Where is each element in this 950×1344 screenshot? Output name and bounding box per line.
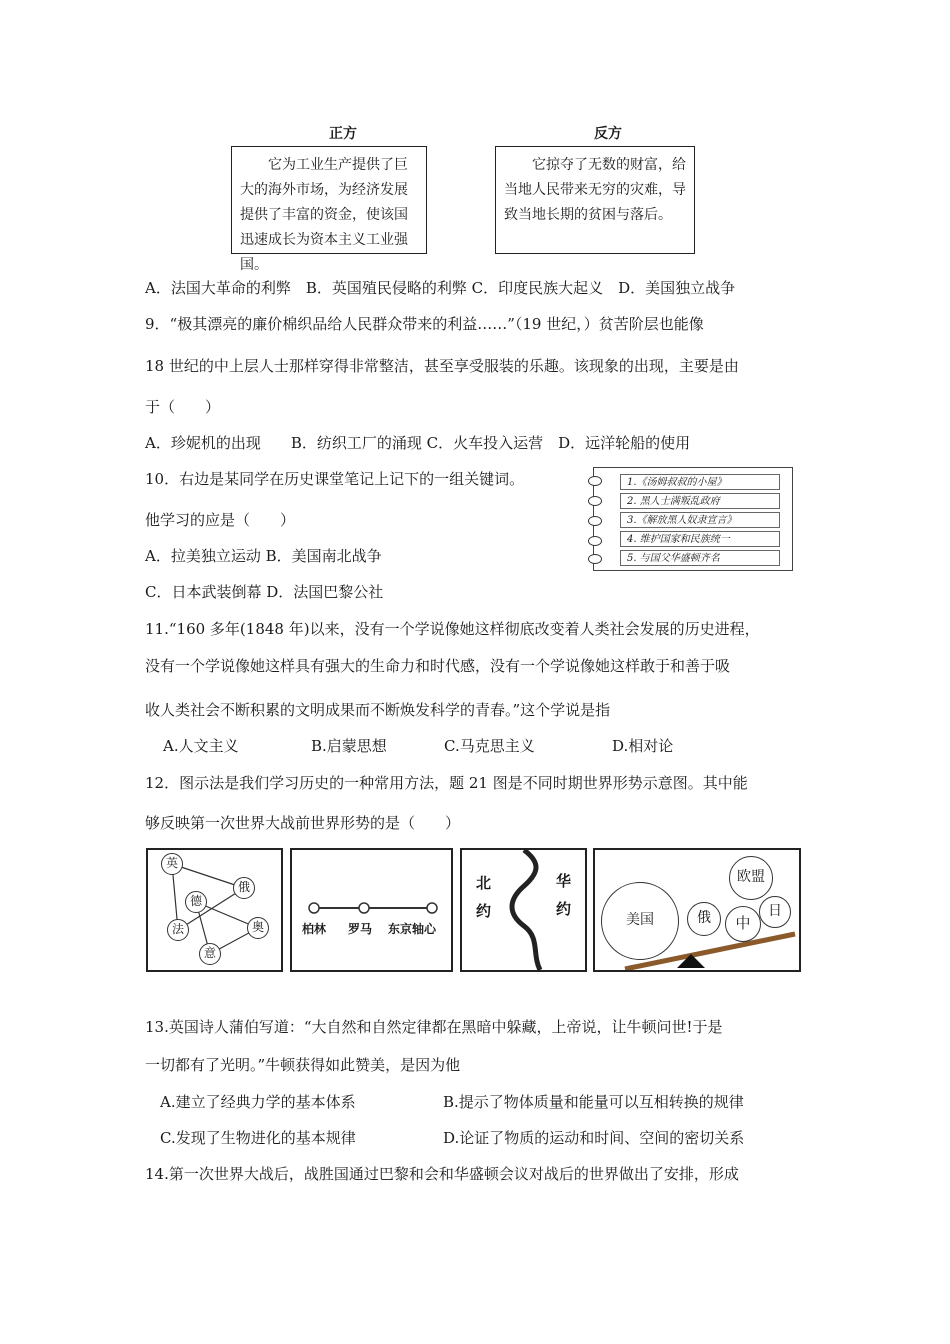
axis-line	[292, 850, 451, 970]
q10-options1: A．拉美独立运动 B．美国南北战争	[145, 547, 382, 565]
figure-multipolar	[593, 848, 801, 972]
q11-option-b: B.启蒙思想	[311, 737, 387, 755]
pro-text: 它为工业生产提供了巨大的海外市场，为经济发展提供了丰富的资金，使该国迅速成长为资本主义工业强国。	[240, 157, 408, 273]
label-rome: 罗马	[348, 922, 373, 936]
note-line: 1.《汤姆叔叔的小屋》	[620, 474, 780, 490]
ring-icon	[588, 516, 602, 526]
note-line: 5. 与国父华盛顿齐名	[620, 550, 780, 566]
label-tokyo-axis: 东京轴心	[388, 922, 437, 936]
label-warsaw-2: 约	[556, 900, 572, 918]
q11-option-d: D.相对论	[612, 737, 674, 755]
label-nato-1: 北	[476, 874, 492, 892]
q11-option-a: A.人文主义	[163, 737, 239, 755]
notebook-figure	[593, 467, 793, 571]
figure-axis	[290, 848, 453, 972]
note-line: 2. 黑人士满叛乱政府	[620, 493, 780, 509]
q11-line2: 没有一个学说像她这样具有强大的生命力和时代感，没有一个学说像她这样敢于和善于吸	[145, 657, 731, 675]
node-italy: 意	[199, 943, 221, 965]
q13-option-c: C.发现了生物进化的基本规律	[160, 1129, 356, 1147]
label-nato-2: 约	[476, 902, 492, 920]
circle-japan: 日	[759, 896, 791, 928]
q12-line2: 够反映第一次世界大战前世界形势的是（ ）	[145, 814, 461, 832]
q14-line1: 14.第一次世界大战后，战胜国通过巴黎和会和华盛顿会议对战后的世界做出了安排，形成	[145, 1165, 739, 1183]
q13-line2: 一切都有了光明。”牛顿获得如此赞美，是因为他	[145, 1056, 461, 1074]
circle-eu: 欧盟	[729, 856, 773, 900]
note-line: 4. 维护国家和民族统一	[620, 531, 780, 547]
q10-line2: 他学习的应是（ ）	[145, 511, 296, 529]
q9-options: A．珍妮机的出现 B．纺织工厂的涌现 C．火车投入运营 D．远洋轮船的使用	[145, 434, 691, 452]
node-germany: 德	[185, 891, 207, 913]
q13-line1: 13.英国诗人蒲伯写道：“大自然和自然定律都在黑暗中躲藏，上帝说，让牛顿问世!于是	[145, 1018, 723, 1036]
q13-option-d: D.论证了物质的运动和时间、空间的密切关系	[443, 1129, 745, 1147]
q12-line1: 12．图示法是我们学习历史的一种常用方法，题 21 图是不同时期世界形势示意图。其中能	[145, 774, 748, 792]
label-warsaw-1: 华	[556, 872, 572, 890]
ring-icon	[588, 554, 602, 564]
pro-box	[231, 146, 427, 273]
figure-alliances	[146, 848, 283, 972]
q9-line3: 于（ ）	[145, 398, 221, 416]
note-line: 3.《解放黑人奴隶宣言》	[620, 512, 780, 528]
node-russia: 俄	[233, 877, 255, 899]
q11-line3: 收人类社会不断积累的文明成果而不断焕发科学的青春。”这个学说是指	[145, 701, 611, 719]
con-text: 它掠夺了无数的财富，给当地人民带来无穷的灾难，导致当地长期的贫困与落后。	[504, 157, 686, 223]
q13-option-b: B.提示了物体质量和能量可以互相转换的规律	[443, 1093, 744, 1111]
ring-icon	[588, 536, 602, 546]
label-berlin: 柏林	[302, 922, 327, 936]
circle-china: 中	[725, 906, 761, 942]
con-title: 反方	[594, 126, 622, 142]
q8-options: A．法国大革命的利弊 B．英国殖民侵略的利弊 C．印度民族大起义 D．美国独立战争	[145, 279, 736, 297]
node-britain: 英	[161, 853, 183, 875]
q13-option-a: A.建立了经典力学的基本体系	[160, 1093, 356, 1111]
figure-cold-war	[460, 848, 587, 972]
q9-line2: 18 世纪的中上层人士那样穿得非常整洁，甚至享受服装的乐趣。该现象的出现，主要是由	[145, 357, 739, 375]
q9-line1: 9．“极其漂亮的廉价棉织品给人民群众带来的利益……”（19 世纪，）贫苦阶层也能像	[145, 315, 704, 333]
node-france: 法	[167, 919, 189, 941]
q11-option-c: C.马克思主义	[444, 737, 535, 755]
ring-icon	[588, 496, 602, 506]
circle-usa: 美国	[601, 882, 679, 960]
q10-line1: 10．右边是某同学在历史课堂笔记上记下的一组关键词。	[145, 470, 525, 488]
con-box	[495, 146, 695, 254]
ring-icon	[588, 476, 602, 486]
pro-title: 正方	[329, 126, 357, 142]
circle-russia: 俄	[687, 902, 721, 936]
node-austria: 奥	[247, 917, 269, 939]
q10-options2: C．日本武装倒幕 D．法国巴黎公社	[145, 583, 384, 601]
q11-line1: 11.“160 多年(1848 年)以来，没有一个学说像她这样彻底改变着人类社会发展的历史进程，	[145, 620, 760, 638]
